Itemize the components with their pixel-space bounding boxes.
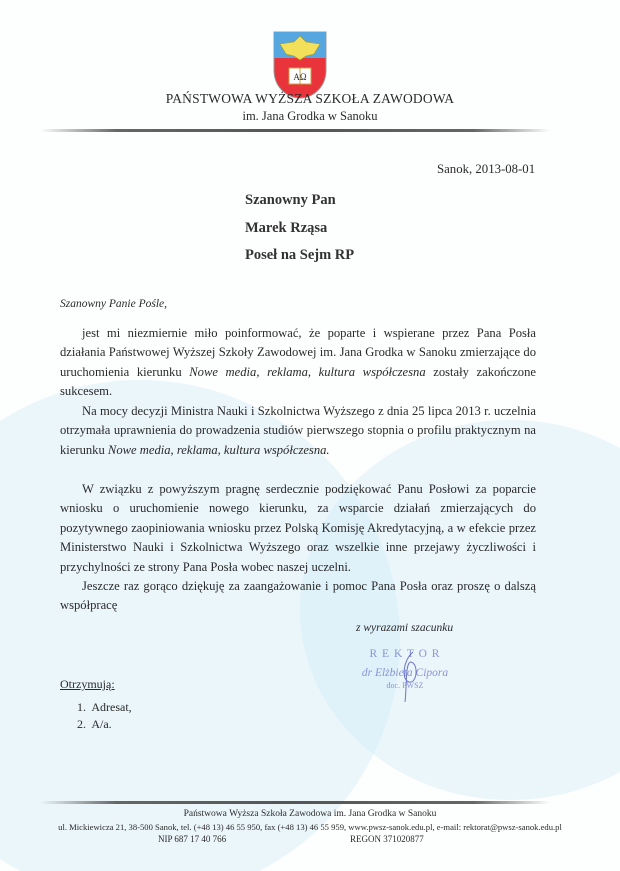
letter-date: Sanok, 2013-08-01 xyxy=(437,162,536,176)
institution-name: PAŃSTWOWA WYŻSZA SZKOŁA ZAWODOWA xyxy=(165,91,455,106)
paragraph-1 xyxy=(60,324,536,402)
paragraph-2 xyxy=(60,402,536,460)
distribution-item: 1. Adresat, xyxy=(77,700,132,714)
recipient-name: Marek Rząsa xyxy=(245,220,328,236)
text: zostały zakończone sukcesem. xyxy=(60,364,536,399)
greeting: Szanowny Panie Pośle, xyxy=(60,298,167,310)
recipient-title: Poseł na Sejm RP xyxy=(245,247,355,263)
text: Na mocy decyzji Ministra Nauki i Szkolnictwa Wyższego z dnia 25 lipca 2013 r. uczelnia otrzymała uprawnienia do prowadzenia studiów pierwszego stopnia o profilu praktycznym na kierunku xyxy=(60,404,536,457)
stamp-title: R E K T O R xyxy=(369,648,441,660)
footer-divider xyxy=(40,801,550,804)
closing: z wyrazami szacunku xyxy=(356,622,454,634)
distribution-label: Otrzymują: xyxy=(60,677,115,691)
distribution-item: 2. A/a. xyxy=(77,717,112,731)
institution-subtitle: im. Jana Grodka w Sanoku xyxy=(242,109,378,123)
paragraph-3: W związku z powyższym pragnę serdecznie podziękować Panu Posłowi za poparcie wniosku o uruchomienie nowego kierunku, za wsparcie działań zmierzających do pozytywnego zaopiniowania wniosku przez Polską Komisję Akredytacyjną, a w efekcie przez Ministerstwo Nauki i Szkolnictwa Wyższego oraz wszelkie inne przejawy życzliwości i przychylności ze strony Pana Posła wobec naszej uczelni. xyxy=(60,482,536,574)
stamp-position: doc. PWSZ xyxy=(386,681,424,690)
paragraph-4: Jeszcze raz gorąco dziękuję za zaangażowanie i pomoc Pana Posła oraz proszę o dalszą współpracę xyxy=(60,579,536,613)
footer-institution: Państwowa Wyższa Szkoła Zawodowa im. Jana Grodka w Sanoku xyxy=(183,809,437,819)
recipient-salutation: Szanowny Pan xyxy=(245,192,336,208)
svg-text:AΩ: AΩ xyxy=(293,72,307,82)
header-divider xyxy=(40,129,550,132)
school-crest-logo xyxy=(272,30,328,100)
footer-address: ul. Mickiewicza 21, 38-500 Sanok, tel. (+48 13) 46 55 950, fax (+48 13) 46 55 959, www.pwsz-sanok.edu.pl, e-mail: rektorat@pwsz-sanok.edu.pl xyxy=(58,822,562,832)
course-name: Nowe media, reklama, kultura współczesna. xyxy=(107,442,330,457)
text: jest mi niezmiernie miło poinformować, że poparte i wspierane przez Pana Posła działania Państwowej Wyższej Szkoły Zawodowej im. Jana Grodka w Sanoku zmierzające do uruchomienia kierunku xyxy=(60,326,536,379)
footer-regon: REGON 371020877 xyxy=(350,834,424,844)
stamp-name: dr Elżbieta Cipora xyxy=(361,667,449,679)
signature xyxy=(395,650,425,705)
course-name: Nowe media, reklama, kultura współczesna xyxy=(189,364,426,379)
footer-nip: NIP 687 17 40 766 xyxy=(158,834,227,844)
